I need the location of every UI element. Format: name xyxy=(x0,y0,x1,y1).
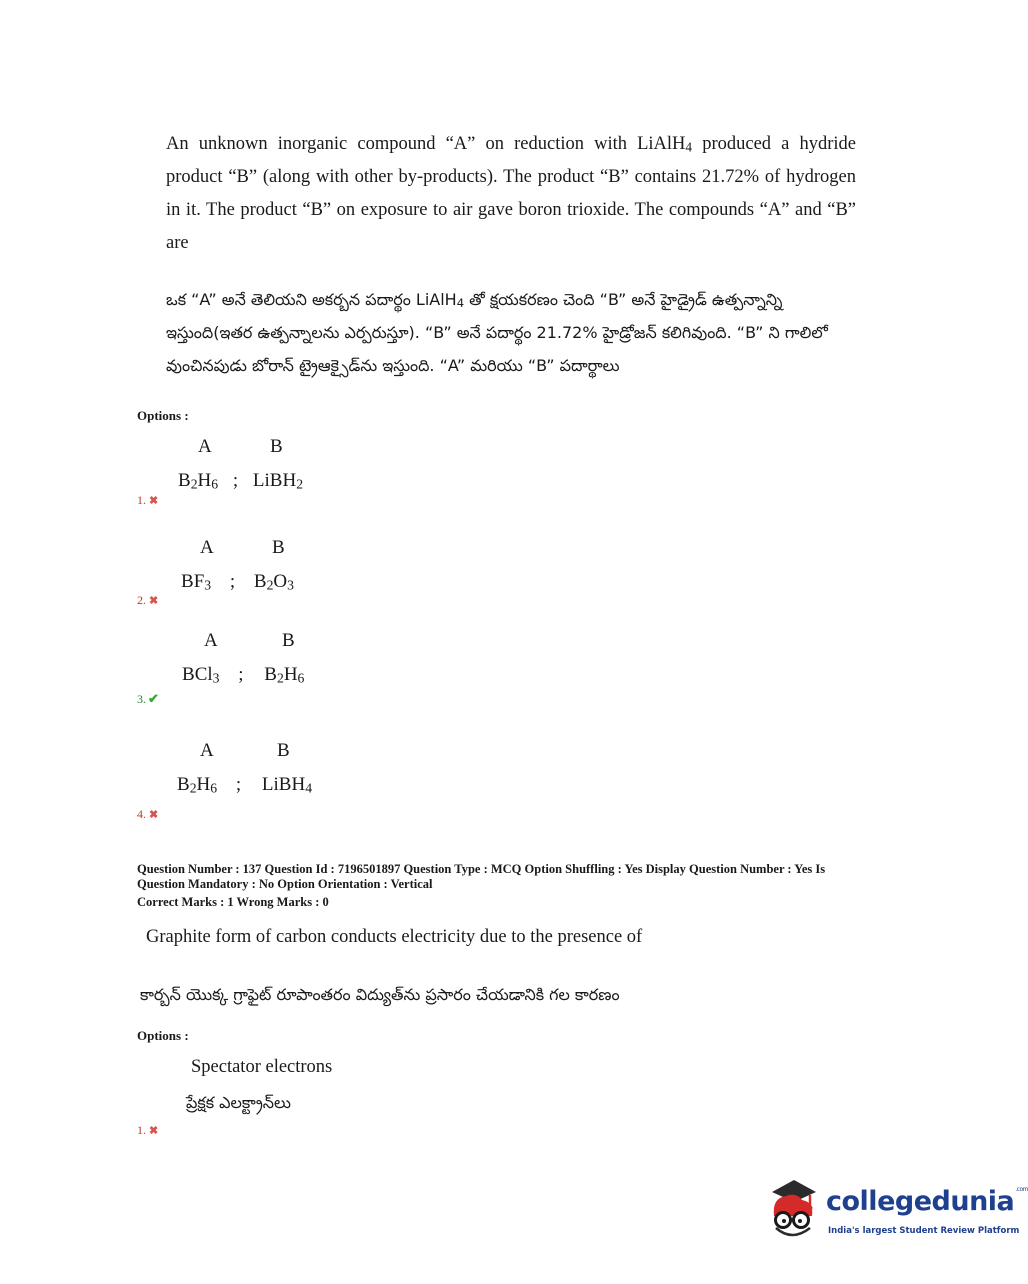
option-1-formula-b: LiBH$_2$ xyxy=(252,470,304,492)
collegedunia-logo[interactable] xyxy=(766,1176,1028,1248)
question-2-text-english: Graphite form of carbon conducts electricity due to the presence of xyxy=(146,927,643,947)
option-4-formula-b: LiBH$_4$ xyxy=(261,774,313,796)
cross-icon: ✖ xyxy=(149,1125,159,1137)
logo-tagline: India's largest Student Review Platform xyxy=(828,1226,1020,1236)
options-label: Options : xyxy=(137,408,189,423)
question-2-metadata xyxy=(137,862,867,910)
option-4-number-text: 4. xyxy=(137,807,146,821)
mascot-icon xyxy=(766,1176,824,1246)
option-3-head-a: A xyxy=(204,630,218,651)
option-3-formula-row xyxy=(182,664,304,686)
question-1-text-telugu: ఒక “A” అనే తెలియని అకర్బన పదార్థం LiAlH$_4$ తో క్షయకరణం చెంది “B” అనే హైడ్రైడ్ ఉత్పన్నాన్ని ఇస్తుంది(ఇతర ఉత్పన్నాలను ఎర్పరుస్తూ). “B” అనే పదార్థం 21.72% హైడ్రోజన్ కలిగివుంది. “B” ని గాలిలో వుంచినపుడు బోరాన్ ట్రైఆక్సైడ్‌ను ఇస్తుంది. “A” మరియు “B” పదార్థాలు xyxy=(166,290,828,375)
cross-icon: ✖ xyxy=(149,809,159,821)
options-label-2: Options : xyxy=(137,1028,189,1043)
option-1-formula-a: $B_2H_6$ xyxy=(178,470,219,492)
option-1-number[interactable] xyxy=(137,493,158,508)
option-3-formula-b: $B_2H_6$ xyxy=(264,664,305,686)
logo-wordmark xyxy=(826,1186,1028,1217)
option-3-head-b: B xyxy=(282,630,295,651)
cross-icon: ✖ xyxy=(149,495,159,507)
option-2-formula-row xyxy=(181,571,294,593)
option-3-number[interactable] xyxy=(137,691,159,707)
option-4-head-b: B xyxy=(277,740,290,761)
option-1-number-text: 1. xyxy=(137,493,146,507)
option-4-head-a: A xyxy=(200,740,214,761)
question-2-text-telugu: కార్బన్ యొక్క గ్రాఫైట్ రూపాంతరం విద్యుత్‌ను ప్రసారం చేయడానికి గల కారణం xyxy=(140,985,620,1004)
option-4-separator: ; xyxy=(235,774,242,795)
option-2-formula-b: $B_2O_3$ xyxy=(253,571,294,593)
option-1-formula-row xyxy=(178,470,303,492)
option-3-formula-a: BCl$_3$ xyxy=(182,664,220,686)
option-4-formula-a: $B_2H_6$ xyxy=(177,774,218,796)
option-2-number-text: 2. xyxy=(137,593,146,607)
option-1-head-b: B xyxy=(270,436,283,457)
q2-option-1-number-text: 1. xyxy=(137,1123,146,1137)
question-1-text-english: An unknown inorganic compound “A” on reduction with LiAlH$_4$ produced a hydride product “B” (along with other by-products). The product “B” contains 21.72% of hydrogen in it. The product “B” on exposure to air gave boron trioxide. The compounds “A” and “B” are xyxy=(166,134,857,253)
cross-icon: ✖ xyxy=(149,595,159,607)
option-4-number[interactable] xyxy=(137,807,158,822)
option-2-number[interactable] xyxy=(137,593,158,608)
option-2-head-a: A xyxy=(200,537,214,558)
option-1-separator: ; xyxy=(232,470,239,491)
option-3-number-text: 3. xyxy=(137,692,146,706)
check-icon: ✔ xyxy=(148,691,159,706)
option-4-formula-row xyxy=(177,774,312,796)
q2-option-1-telugu: ప్రేక్షక ఎలక్ట్రాన్‌లు xyxy=(186,1093,291,1112)
meta-line-2: Question Mandatory : No Option Orientation : Vertical xyxy=(137,877,433,891)
logo-suffix: .com xyxy=(1015,1186,1028,1193)
meta-line-1: Question Number : 137 Question Id : 7196501897 Question Type : MCQ Option Shuffling : Yes Display Question Number : Yes Is xyxy=(137,862,826,876)
option-2-head-b: B xyxy=(272,537,285,558)
option-2-separator: ; xyxy=(229,571,236,592)
q2-option-1-number[interactable] xyxy=(137,1123,158,1138)
option-2-formula-a: $BF_3$ xyxy=(181,571,212,593)
q2-option-1-english: Spectator electrons xyxy=(191,1057,333,1077)
option-3-separator: ; xyxy=(238,664,244,685)
logo-name: collegedunia xyxy=(826,1186,1015,1217)
meta-line-3: Correct Marks : 1 Wrong Marks : 0 xyxy=(137,895,329,909)
option-1-head-a: A xyxy=(198,436,212,457)
